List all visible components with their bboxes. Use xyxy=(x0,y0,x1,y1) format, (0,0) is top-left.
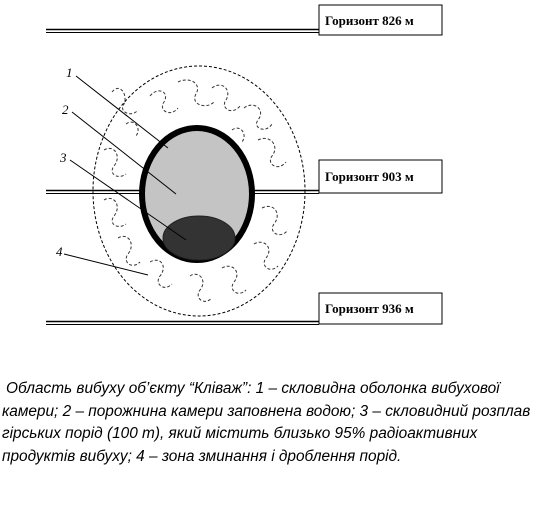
glassy-melt xyxy=(163,216,235,260)
horizon-936-label: Горизонт 936 м xyxy=(325,301,414,316)
horizon-826-label: Горизонт 826 м xyxy=(325,13,414,28)
leader-1 xyxy=(76,76,168,148)
callout-1: 1 xyxy=(66,65,73,80)
horizon-936 xyxy=(46,293,442,325)
horizon-903-label: Горизонт 903 м xyxy=(325,169,414,184)
callout-2: 2 xyxy=(62,102,69,117)
callout-4: 4 xyxy=(56,244,63,259)
figure-caption: Область вибуху об’єкту “Кліваж”: 1 – скловидна оболонка вибухової камери; 2 – порожнина камери заповнена водою; 3 – скловидний розплав гірських порід (100 т), який містить близько 95% радіоактивних продуктів вибуху; 4 – зона зминання і дроблення порід. xyxy=(2,380,531,465)
callout-3: 3 xyxy=(60,150,67,165)
horizon-826 xyxy=(46,5,442,35)
